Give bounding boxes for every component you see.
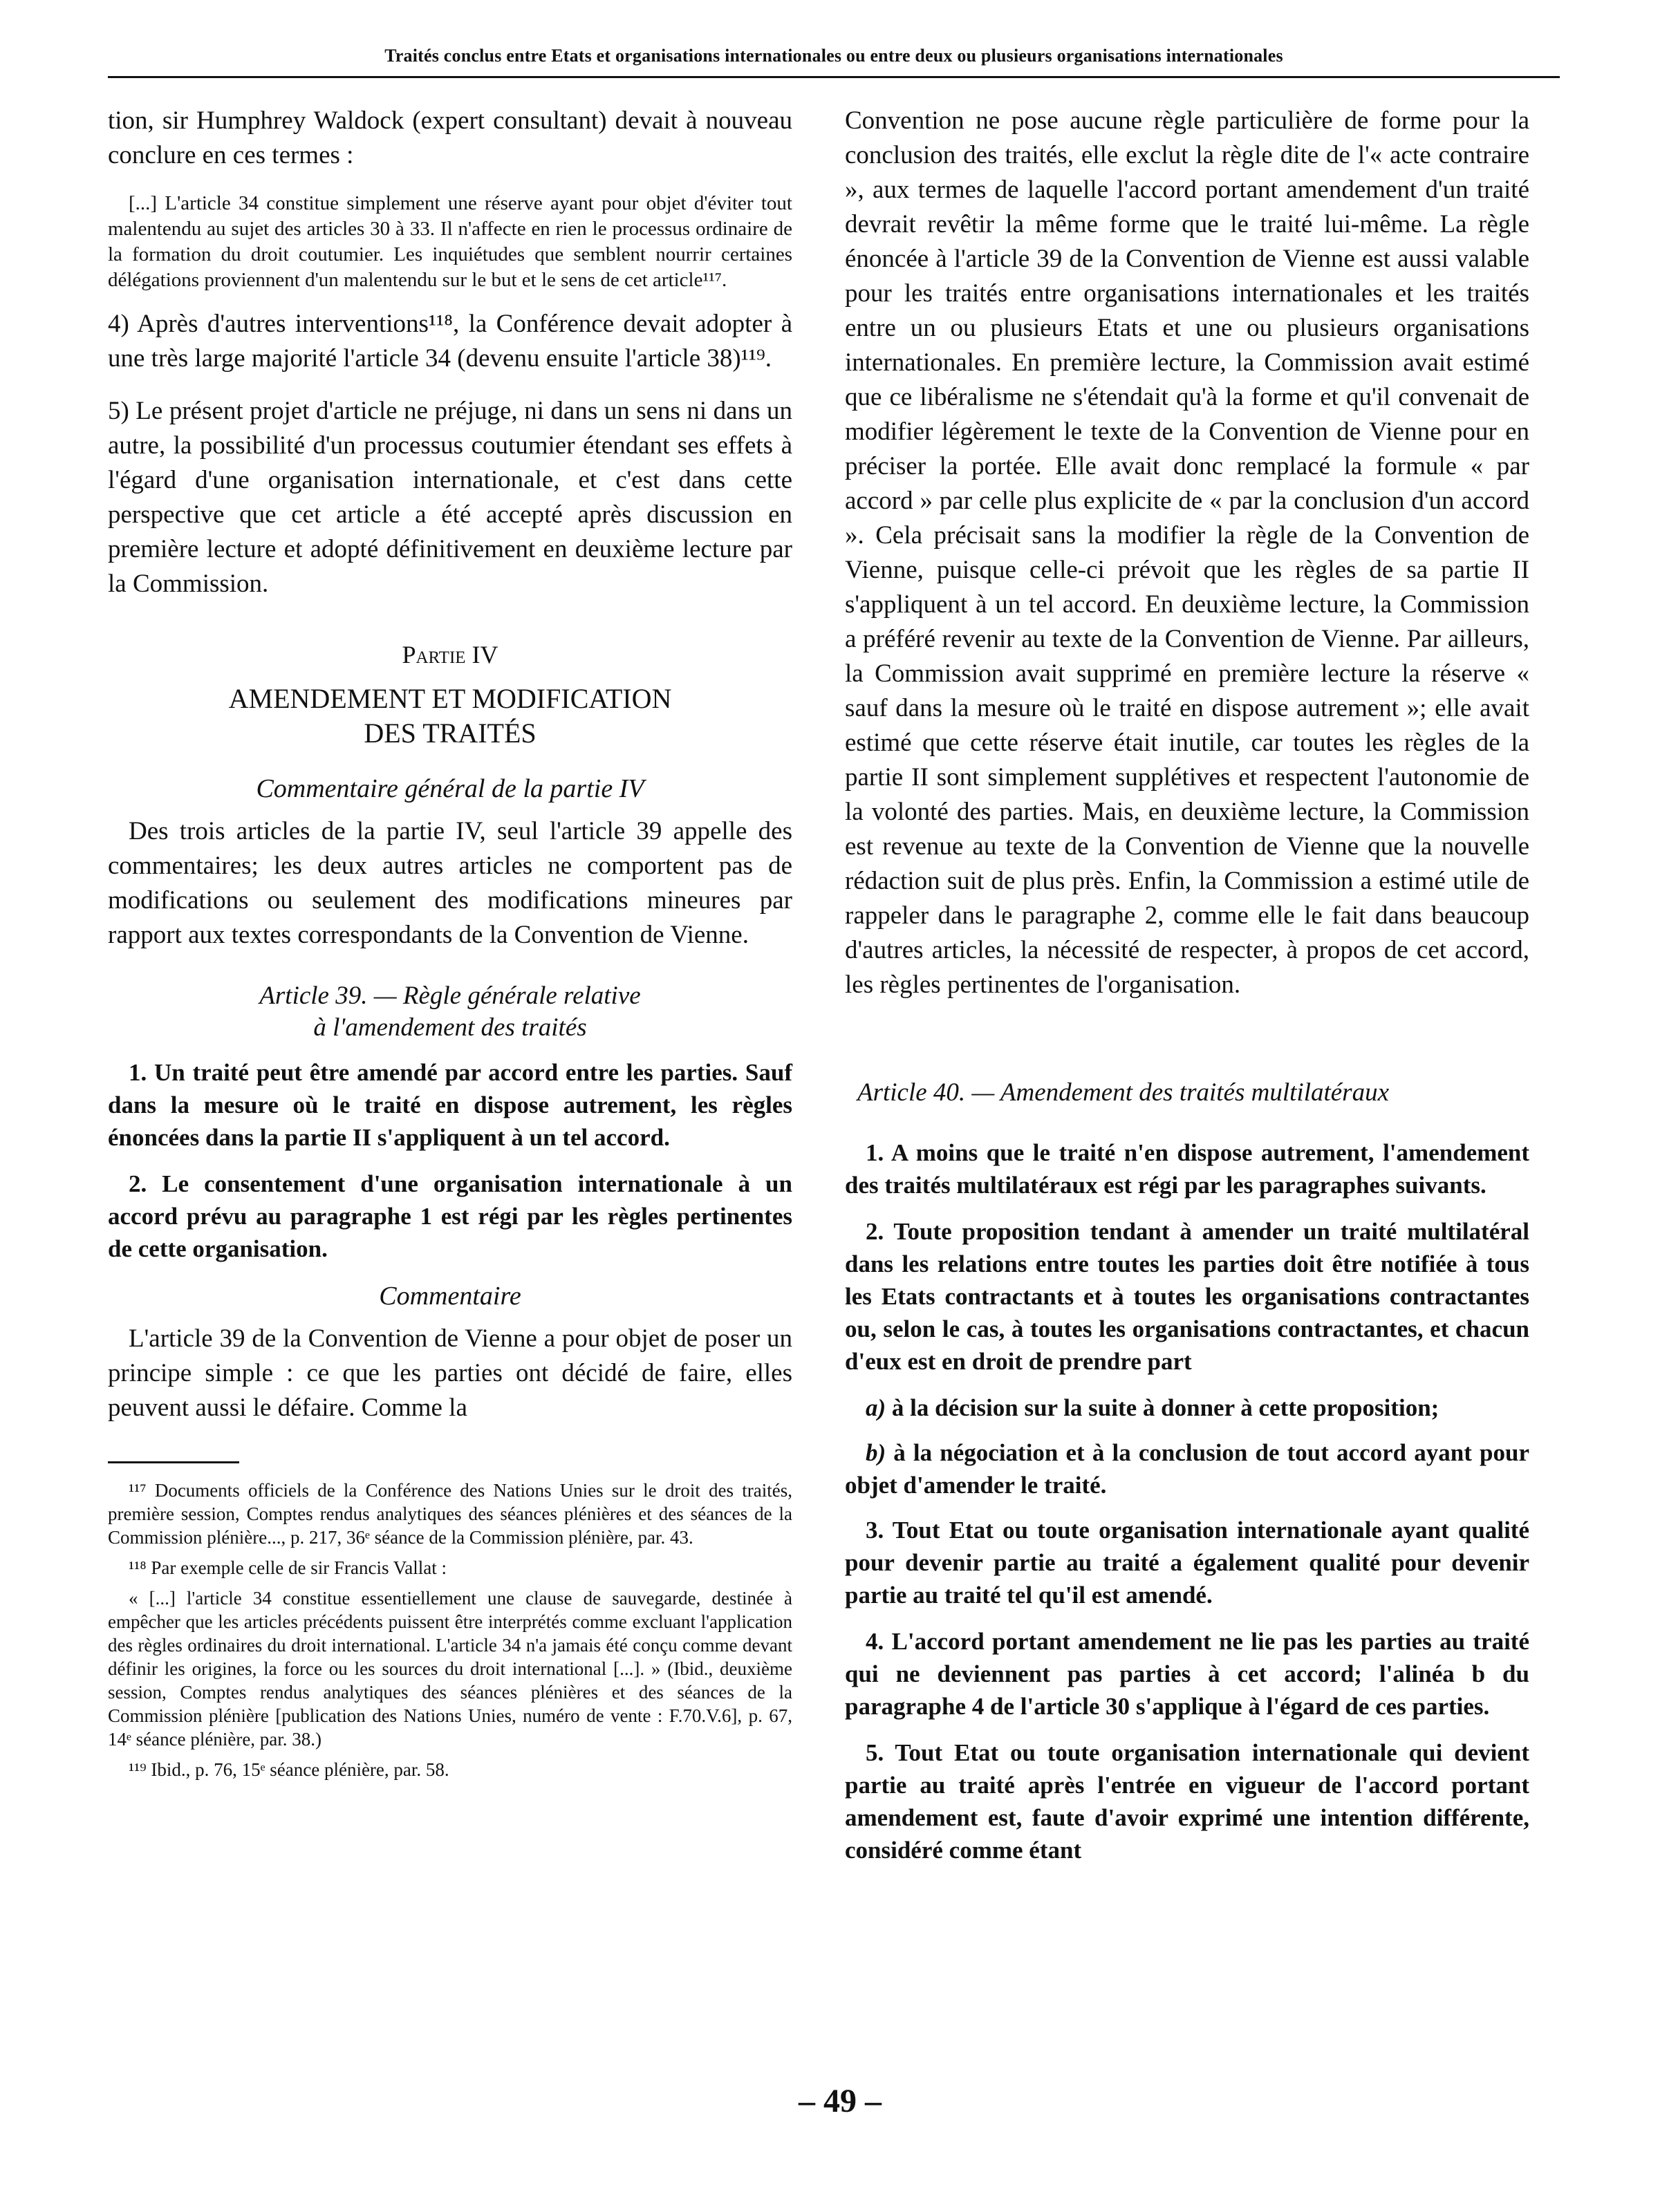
article-40-item-b: [845, 1436, 1529, 1501]
article-39-title-line-1: Article 39. — Règle générale relative: [259, 982, 641, 1010]
article-40-paragraph-3: 3. Tout Etat ou toute organisation internationale ayant qualité pour devenir partie au traité a également qualité pour devenir partie au traité tel qu'il est amendé.: [845, 1517, 1529, 1609]
part-title-line-2: DES TRAITÉS: [364, 718, 537, 749]
commentary-continuation: Convention ne pose aucune règle particulière de forme pour la conclusion des traités, elle exclut la règle dite de l'« acte contraire », aux termes de laquelle l'accord portant amendement d'un traité devrait revêtir la même forme que le traité lui-même. La règle énoncée à l'article 39 de la Convention de Vienne est aussi valable pour les traités entre organisations internationales et les traités entre un ou plusieurs Etats et une ou plusieurs organisations internationales. En première lecture, la Commission avait estimé que ce libéralisme ne s'étendait qu'à la forme et qu'il convenait de modifier légèrement le texte de la Convention de Vienne pour en préciser la portée. Elle avait donc remplacé la formule « par accord » par celle plus explicite de « par la conclusion d'un accord ». Cela précisait sans la modifier la règle de la Convention de Vienne, puisque celle-ci prévoit que les règles de sa partie II s'appliquent à un tel accord. En deuxième lecture, la Commission a préféré revenir au texte de la Convention de Vienne. Par ailleurs, la Commission avait supprimé en première lecture la réserve « sauf dans la mesure où le traité en dispose autrement »; elle avait estimé que cette réserve était inutile, car toutes les règles de la partie II sont simplement supplétives et respectent l'autonomie de la volonté des parties. Mais, en deuxième lecture, la Commission est revenue au texte de la Convention de Vienne que la nouvelle rédaction suit de plus près. Enfin, la Commission a estimé utile de rappeler dans le paragraphe 2, comme elle le fait dans beaucoup d'autres articles, la nécessité de respecter, à propos de cet accord, les règles pertinentes de l'organisation.: [845, 106, 1529, 999]
article-40-paragraph-5: 5. Tout Etat ou toute organisation internationale qui devient partie au traité après l'entrée en vigueur de l'accord portant amendement est, faute d'avoir exprimé une intention différente, considéré comme étant: [845, 1739, 1529, 1864]
header-rule: [108, 76, 1560, 78]
intro-paragraph: tion, sir Humphrey Waldock (expert consultant) devait à nouveau conclure en ces termes :: [108, 106, 792, 169]
item-a-text: à la décision sur la suite à donner à cette proposition;: [886, 1394, 1439, 1421]
general-comment-heading: Commentaire général de la partie IV: [256, 774, 644, 803]
waldock-quote: [...] L'article 34 constitue simplement une réserve ayant pour objet d'éviter tout malentendu au sujet des articles 30 à 33. Il n'affecte en rien le processus ordinaire de la formation du droit coutumier. Les inquiétudes que semblent nourrir certaines délégations proviennent d'un malentendu sur le but et le sens de cet article¹¹⁷.: [108, 192, 792, 291]
article-40-title: Article 40. — Amendement des traités multilatéraux: [857, 1078, 1389, 1107]
article-39-title: [108, 980, 792, 1044]
part-title-line-1: AMENDEMENT ET MODIFICATION: [228, 683, 672, 714]
running-header: Traités conclus entre Etats et organisations internationales ou entre deux ou plusieurs organisations internationales: [384, 46, 1283, 66]
footnote-118-quote: « [...] l'article 34 constitue essentiellement une clause de sauvegarde, destinée à empêcher que les articles précédents puissent être interprétés comme excluant l'application des règles ordinaires du droit international. L'article 34 n'a jamais été conçu comme devant définir les origines, la force ou les sources du droit international [...]. » (Ibid., deuxième session, Comptes rendus analytiques des séances plénières et des séances de la Commission plénière [publication des Nations Unies, numéro de vente : F.70.V.6], p. 67, 14ᵉ séance plénière, par. 38.): [108, 1588, 792, 1750]
footnote-117: ¹¹⁷ Documents officiels de la Conférence des Nations Unies sur le droit des traités, première session, Comptes rendus analytiques des séances plénières et des séances de la Commission plénière..., p. 217, 36ᵉ séance de la Commission plénière, par. 43.: [108, 1480, 792, 1548]
item-b-text: à la négociation et à la conclusion de tout accord ayant pour objet d'amender le traité.: [845, 1439, 1529, 1499]
general-comment: Des trois articles de la partie IV, seul l'article 39 appelle des commentaires; les deux autres articles ne comportent pas de modifications ou seulement des modifications mineures par rapport aux textes correspondants de la Convention de Vienne.: [108, 817, 792, 949]
footnote-118: ¹¹⁸ Par exemple celle de sir Francis Vallat :: [129, 1557, 447, 1578]
commentary-heading: Commentaire: [379, 1282, 521, 1311]
article-40-paragraph-4: 4. L'accord portant amendement ne lie pas les parties au traité qui ne deviennent pas parties à cet accord; l'alinéa b du paragraphe 4 de l'article 30 s'applique à l'égard de ces parties.: [845, 1628, 1529, 1720]
footnote-rule: [108, 1461, 239, 1463]
article-39-paragraph-1: 1. Un traité peut être amendé par accord entre les parties. Sauf dans la mesure où le traité en dispose autrement, les règles énoncées dans la partie II s'appliquent à un tel accord.: [108, 1059, 792, 1151]
paragraph-4: 4) Après d'autres interventions¹¹⁸, la Conférence devait adopter à une très large majorité l'article 34 (devenu ensuite l'article 38)¹¹⁹.: [108, 310, 792, 373]
page-number: – 49 –: [799, 2083, 882, 2119]
commentary-start: L'article 39 de la Convention de Vienne a pour objet de poser un principe simple : ce que les parties ont décidé de faire, elles peuvent aussi le défaire. Comme la: [108, 1324, 792, 1422]
footnote-119: ¹¹⁹ Ibid., p. 76, 15ᵉ séance plénière, par. 58.: [129, 1759, 449, 1780]
left-column: [108, 104, 792, 1788]
article-40-item-a: [845, 1391, 1529, 1424]
article-39-paragraph-2: 2. Le consentement d'une organisation internationale à un accord prévu au paragraphe 1 est régi par les règles pertinentes de cette organisation.: [108, 1170, 792, 1262]
paragraph-5: 5) Le présent projet d'article ne préjuge, ni dans un sens ni dans un autre, la possibilité d'un processus coutumier étendant ses effets à l'égard d'une organisation internationale, et c'est dans cette perspective que cet article a été accepté après discussion en première lecture et adopté définitivement en deuxième lecture par la Commission.: [108, 397, 792, 598]
part-label: Partie IV: [402, 641, 498, 668]
right-column: [845, 104, 1529, 1880]
item-a-marker: a): [866, 1394, 886, 1421]
part-title: [108, 682, 792, 751]
article-40-paragraph-2: 2. Toute proposition tendant à amender un traité multilatéral dans les relations entre toutes les parties doit être notifiée à tous les Etats contractants et à toutes les organisations contractantes ou, selon le cas, à toutes les organisations contractantes, et chacun d'eux est en droit de prendre part: [845, 1218, 1529, 1375]
article-39-title-line-2: à l'amendement des traités: [313, 1013, 587, 1042]
article-40-paragraph-1: 1. A moins que le traité n'en dispose autrement, l'amendement des traités multilatéraux est régi par les paragraphes suivants.: [845, 1139, 1529, 1199]
item-b-marker: b): [866, 1439, 886, 1466]
